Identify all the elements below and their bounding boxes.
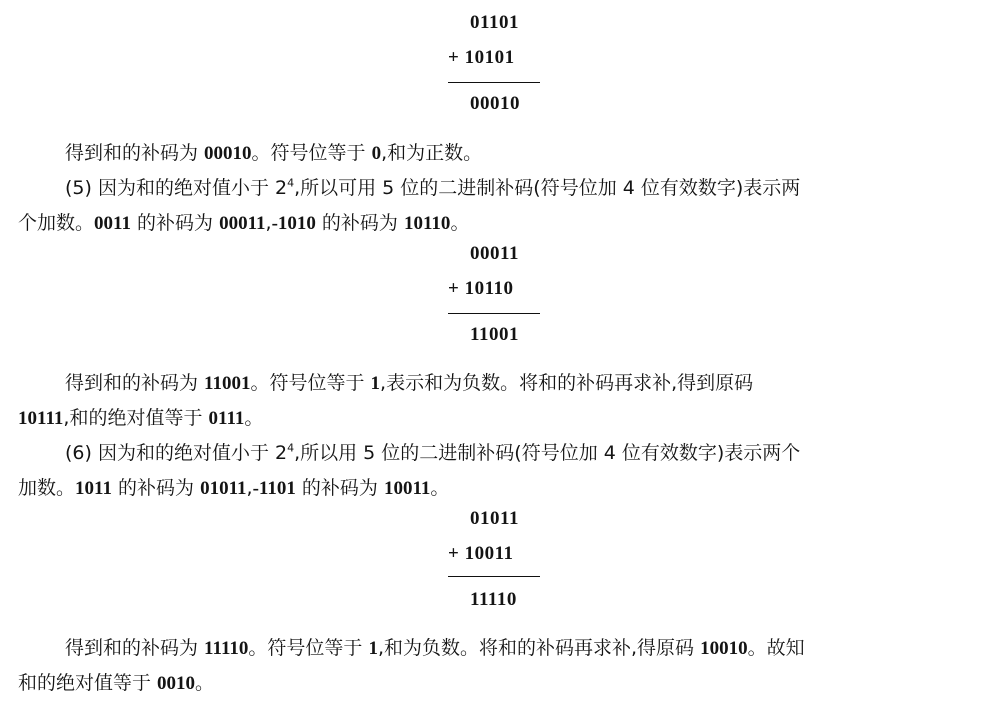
paragraph-3 [18, 366, 986, 436]
calc2-sum: 11001 [470, 324, 519, 345]
paragraph-2-line-2: 个加数。0011 的补码为 00011,-1010 的补码为 10110。 [18, 212, 470, 234]
calc3-sum-line [448, 576, 540, 577]
paragraph-4-line-1: (6) 因为和的绝对值小于 $2^4$,所以用 5 位的二进制补码(符号位加 4 位有效数字)表示两个 [65, 441, 801, 464]
paragraph-3-line-1: 得到和的补码为 11001。符号位等于 1,表示和为负数。将和的补码再求补,得到原码 [65, 372, 754, 394]
paragraph-5 [18, 631, 986, 701]
calc3-sum: 11110 [470, 589, 517, 610]
paragraph-5-line-2: 和的绝对值等于 0010。 [18, 672, 215, 694]
calc1-operand-1: 01101 [470, 12, 519, 33]
calc1-operand-2: + 10101 [448, 47, 515, 68]
calc1-sum-line [448, 82, 540, 83]
paragraph-1 [18, 136, 986, 171]
calc3-operand-1: 01011 [470, 508, 519, 529]
paragraph-5-line-1: 得到和的补码为 11110。符号位等于 1,和为负数。将和的补码再求补,得原码 10010。故知 [65, 637, 805, 659]
paragraph-2 [18, 171, 986, 241]
paragraph-2-line-1: (5) 因为和的绝对值小于 $2^4$,所以可用 5 位的二进制补码(符号位加 4 位有效数字)表示两 [65, 176, 801, 199]
paragraph-1-line: 得到和的补码为 00010。符号位等于 0,和为正数。 [65, 142, 483, 164]
paragraph-4-line-2: 加数。1011 的补码为 01011,-1101 的补码为 10011。 [18, 477, 450, 499]
calc1-sum: 00010 [470, 93, 520, 114]
calc2-operand-1: 00011 [470, 243, 519, 264]
paragraph-4 [18, 436, 986, 506]
calc2-sum-line [448, 313, 540, 314]
calc2-operand-2: + 10110 [448, 278, 514, 299]
paragraph-3-line-2: 10111,和的绝对值等于 0111。 [18, 407, 264, 429]
calc3-operand-2: + 10011 [448, 543, 514, 564]
